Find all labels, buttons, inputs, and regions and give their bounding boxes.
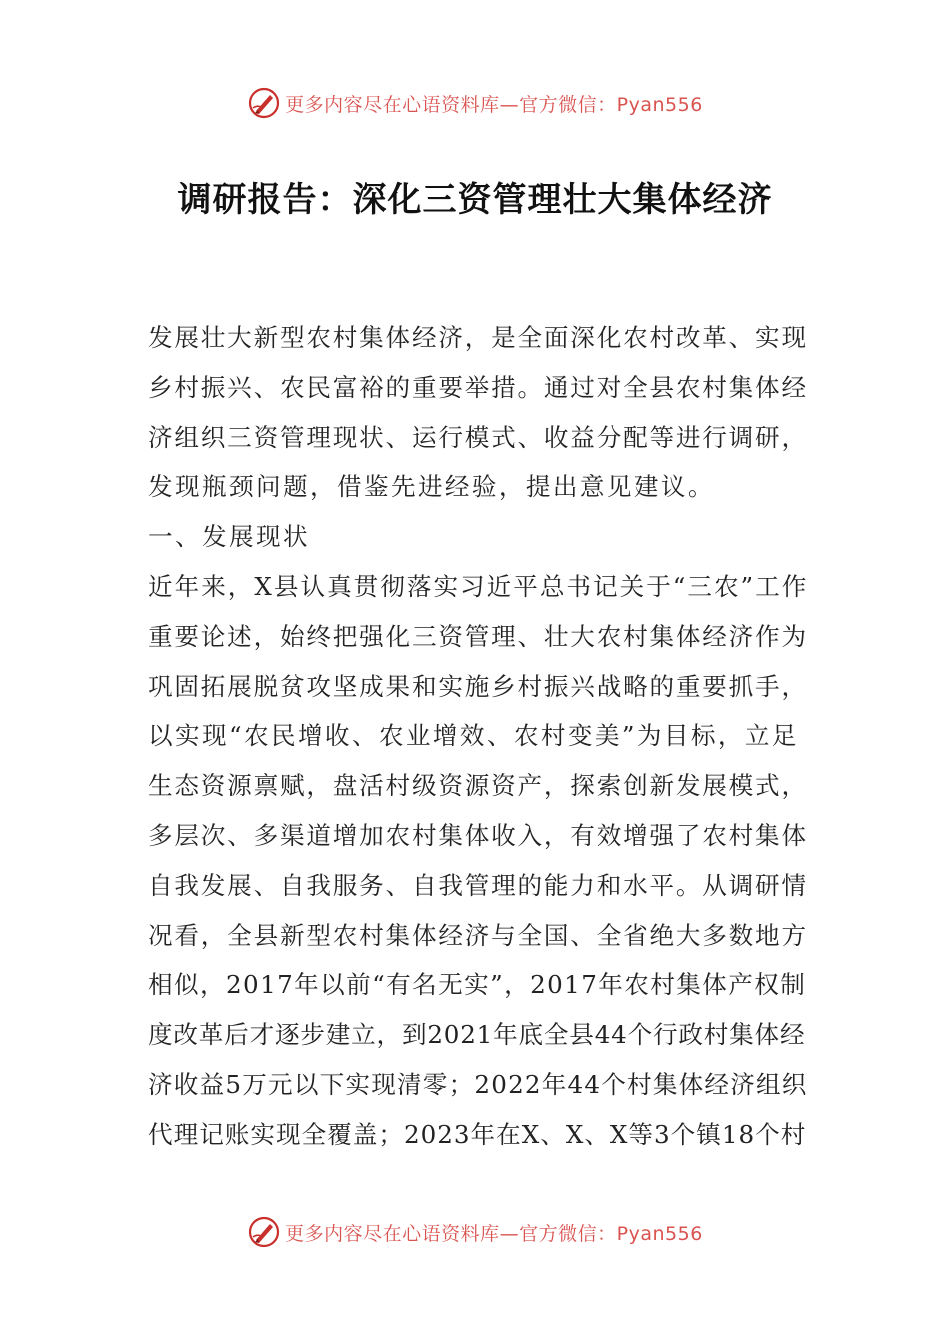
watermark-footer (0, 1212, 950, 1252)
text-line: 以实现“农民增收、农业增效、农村变美”为目标，立足 (148, 721, 799, 751)
text-line: 近年来，X县认真贯彻落实习近平总书记关于“三农”工作 (148, 571, 809, 601)
text-line: 况看，全县新型农村集体经济与全国、全省绝大多数地方 (148, 920, 808, 950)
text-line: 代理记账实现全覆盖；2023年在X、X、X等3个镇18个村 (148, 1119, 807, 1149)
text-line: 乡村振兴、农民富裕的重要举措。通过对全县农村集体经 (148, 372, 808, 402)
text-line: 生态资源禀赋，盘活村级资源资产，探索创新发展模式， (148, 771, 808, 801)
watermark-header (0, 83, 950, 123)
pen-logo-icon (247, 1215, 281, 1249)
watermark-text: 更多内容尽在心语资料库—官方微信：Pyan556 (285, 93, 703, 116)
text-line: 相似，2017年以前“有名无实”，2017年农村集体产权制 (148, 970, 807, 1000)
document-body (148, 313, 808, 1160)
section-heading: 一、发展现状 (148, 522, 310, 552)
text-line: 重要论述，始终把强化三资管理、壮大农村集体经济作为 (148, 621, 808, 651)
text-line: 自我发展、自我服务、自我管理的能力和水平。从调研情 (148, 870, 808, 900)
text-line: 济组织三资管理现状、运行模式、收益分配等进行调研， (148, 422, 808, 452)
text-line: 发现瓶颈问题，借鉴先进经验，提出意见建议。 (148, 472, 715, 502)
watermark-text: 更多内容尽在心语资料库—官方微信：Pyan556 (285, 1222, 703, 1245)
text-line: 济收益5万元以下实现清零；2022年44个村集体经济组织 (148, 1069, 808, 1099)
text-line: 巩固拓展脱贫攻坚成果和实施乡村振兴战略的重要抓手， (148, 671, 808, 701)
pen-logo-icon (247, 86, 281, 120)
text-line: 多层次、多渠道增加农村集体收入，有效增强了农村集体 (148, 820, 808, 850)
document-title: 调研报告：深化三资管理壮大集体经济 (177, 180, 773, 220)
text-line: 发展壮大新型农村集体经济，是全面深化农村改革、实现 (148, 323, 808, 352)
text-line: 度改革后才逐步建立，到2021年底全县44个行政村集体经 (148, 1020, 806, 1050)
